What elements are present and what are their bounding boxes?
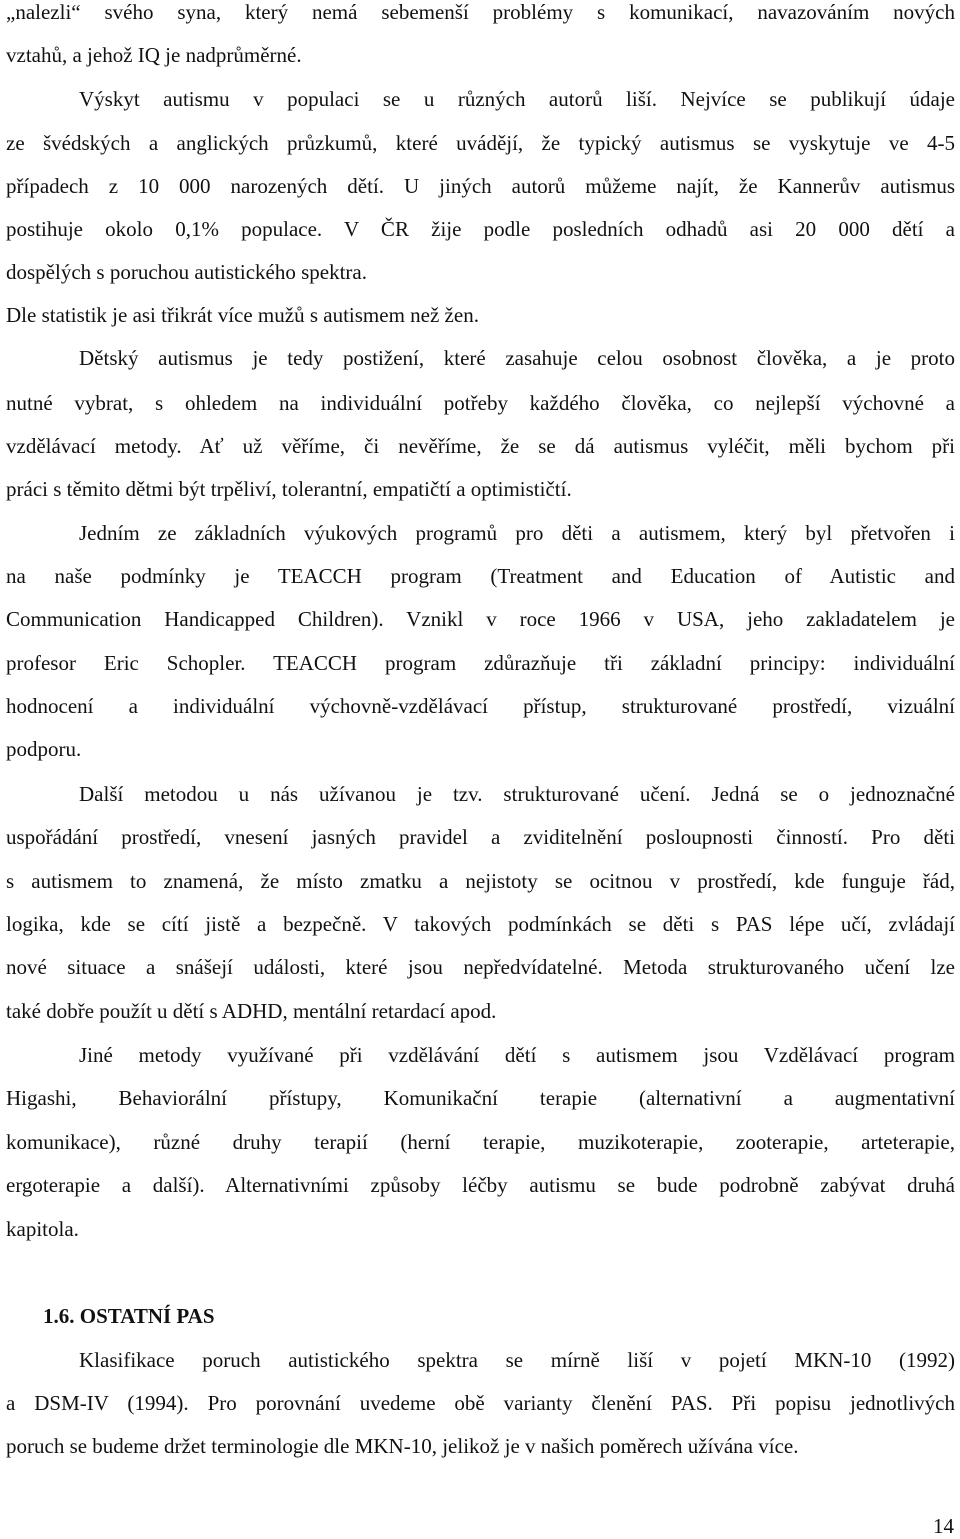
text-line: logika, kde se cítí jistě a bezpečně. V takových podmínkách se děti s PAS lépe učí, zvládají: [6, 912, 955, 936]
text-line: Higashi, Behaviorální přístupy, Komunikační terapie (alternativní a augmentativní: [6, 1086, 955, 1110]
text-line: nutné vybrat, s ohledem na individuální potřeby každého člověka, co nejlepší výchovné a: [6, 391, 955, 415]
section-heading: 1.6. OSTATNÍ PAS: [43, 1304, 215, 1328]
text-line: na naše podmínky je TEACCH program (Treatment and Education of Autistic and: [6, 564, 955, 588]
text-line: práci s těmito dětmi být trpěliví, tolerantní, empatičtí a optimističtí.: [6, 477, 572, 501]
text-line: Klasifikace poruch autistického spektra se mírně liší v pojetí MKN-10 (1992): [79, 1348, 955, 1372]
text-line: postihuje okolo 0,1% populace. V ČR žije podle posledních odhadů asi 20 000 dětí a: [6, 217, 955, 241]
text-line: Communication Handicapped Children). Vznikl v roce 1966 v USA, jeho zakladatelem je: [6, 607, 955, 631]
text-line: kapitola.: [6, 1217, 79, 1241]
text-line: komunikace), různé druhy terapií (herní terapie, muzikoterapie, zooterapie, arteterapie,: [6, 1130, 955, 1154]
text-line: vzdělávací metody. Ať už věříme, či nevěříme, že se dá autismus vyléčit, měli bychom při: [6, 434, 955, 458]
text-line: vztahů, a jehož IQ je nadprůměrné.: [6, 43, 302, 67]
text-line: Dětský autismus je tedy postižení, které zasahuje celou osobnost člověka, a je proto: [79, 346, 955, 370]
text-line: dospělých s poruchou autistického spektra.: [6, 260, 367, 284]
text-line: Jedním ze základních výukových programů pro děti a autismem, který byl přetvořen i: [79, 521, 955, 545]
text-line: a DSM-IV (1994). Pro porovnání uvedeme obě varianty členění PAS. Při popisu jednotlivých: [6, 1391, 955, 1415]
text-line: profesor Eric Schopler. TEACCH program zdůrazňuje tři základní principy: individuální: [6, 651, 955, 675]
text-line: poruch se budeme držet terminologie dle MKN-10, jelikož je v našich poměrech užívána více.: [6, 1434, 799, 1458]
text-line: Jiné metody využívané při vzdělávání dětí s autismem jsou Vzdělávací program: [79, 1043, 955, 1067]
text-line: nové situace a snášejí události, které jsou nepředvídatelné. Metoda strukturovaného učení lze: [6, 955, 955, 979]
text-line: s autismem to znamená, že místo zmatku a nejistoty se ocitnou v prostředí, kde funguje řád,: [6, 869, 955, 893]
page-number: 14: [933, 1514, 954, 1538]
text-line: „nalezli“ svého syna, který nemá sebemenší problémy s komunikací, navazováním nových: [6, 0, 955, 24]
text-line: podporu.: [6, 737, 82, 761]
text-line: ze švédských a anglických průzkumů, které uvádějí, že typický autismus se vyskytuje ve 4-5: [6, 131, 955, 155]
text-line: Výskyt autismu v populaci se u různých autorů liší. Nejvíce se publikují údaje: [79, 87, 955, 111]
text-line: případech z 10 000 narozených dětí. U jiných autorů můžeme najít, že Kannerův autismus: [6, 174, 955, 198]
text-line: Dle statistik je asi třikrát více mužů s autismem než žen.: [6, 303, 479, 327]
text-line: hodnocení a individuální výchovně-vzdělávací přístup, strukturované prostředí, vizuální: [6, 694, 955, 718]
text-line: ergoterapie a další). Alternativními způsoby léčby autismu se bude podrobně zabývat druhá: [6, 1173, 955, 1197]
text-line: uspořádání prostředí, vnesení jasných pravidel a zviditelnění posloupnosti činností. Pro děti: [6, 825, 955, 849]
text-line: také dobře použít u dětí s ADHD, mentální retardací apod.: [6, 999, 497, 1023]
text-line: Další metodou u nás užívanou je tzv. strukturované učení. Jedná se o jednoznačné: [79, 782, 955, 806]
